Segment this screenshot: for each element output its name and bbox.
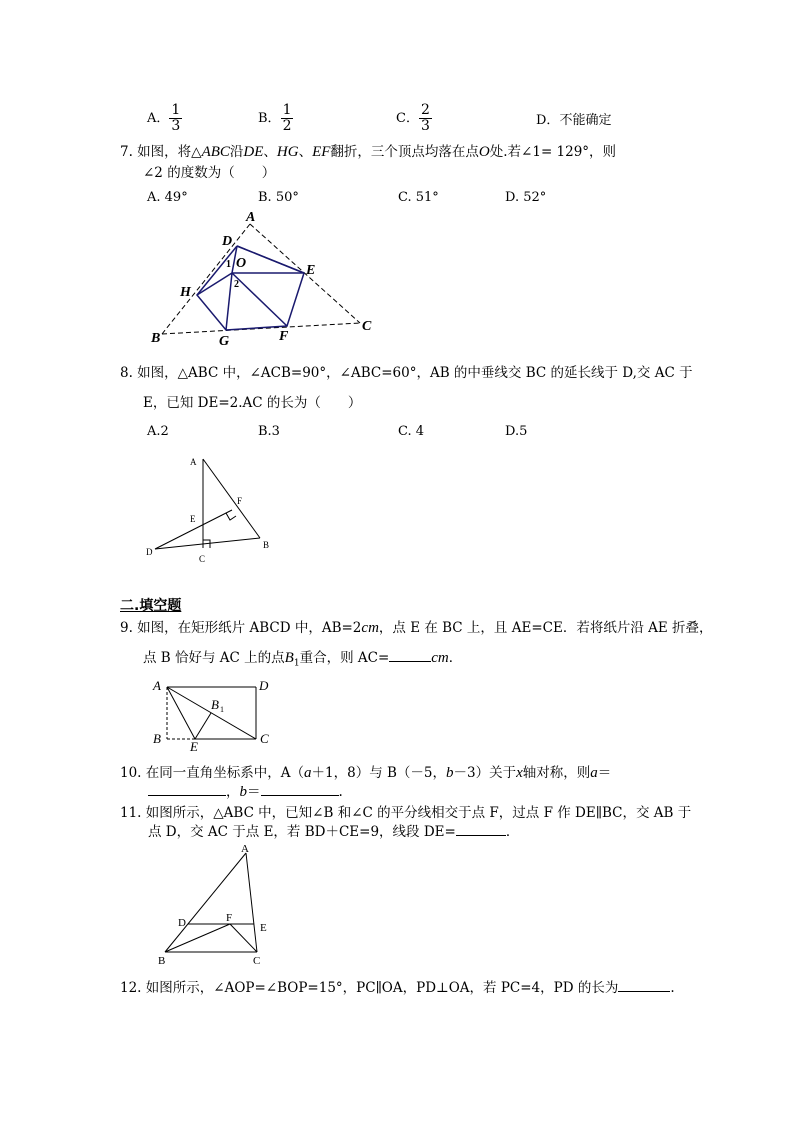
label-b: B: [158, 955, 166, 967]
denominator: 2: [282, 118, 292, 134]
option-label: C．: [396, 111, 419, 126]
fraction: [419, 103, 432, 134]
label-c: C: [362, 319, 372, 334]
label-c: C: [260, 731, 269, 746]
answer-blank-b[interactable]: [261, 783, 339, 796]
label-h: H: [180, 285, 191, 300]
text: 翻折，三个顶点均落在点: [330, 144, 479, 160]
line-de: [237, 246, 304, 273]
label-b1: B: [211, 697, 219, 712]
q8-option-b: B.3: [258, 424, 280, 439]
q6-option-a: [147, 103, 182, 134]
label-o: O: [236, 256, 247, 271]
italic-var: a: [590, 765, 598, 781]
bisector-cf: [230, 924, 257, 952]
section-title: 二.填空题: [120, 598, 182, 614]
text: 点 D，交 AC 于点 E，若 BD＋CE=9，线段 DE=: [148, 824, 456, 840]
italic-var: b: [239, 784, 247, 800]
q10-stem-line1: [120, 761, 611, 782]
line-of: [232, 273, 287, 326]
q7-option-a: A. 49°: [147, 190, 188, 205]
text: 、: [263, 144, 277, 160]
label-angle-1: 1: [226, 259, 231, 270]
text: .: [670, 980, 675, 996]
subscript: 1: [293, 658, 300, 669]
denominator: 3: [420, 118, 430, 134]
label-g: G: [219, 334, 230, 349]
text: 12. 如图所示，∠AOP=∠BOP=15°，PC∥OA，PD⊥OA，若 PC=4，PD 的长为: [120, 980, 619, 996]
label-b: B: [151, 331, 161, 346]
label-e: E: [190, 739, 198, 754]
label-d: D: [259, 678, 269, 693]
q6-option-b: [258, 103, 293, 134]
label-f: F: [226, 912, 233, 924]
unit: cm: [361, 620, 379, 636]
label-f: F: [237, 496, 243, 506]
text: 10. 在同一直角坐标系中，A（: [120, 765, 305, 781]
denominator: 3: [171, 118, 181, 134]
label-a: A: [246, 210, 256, 225]
answer-blank-a[interactable]: [148, 783, 226, 796]
text: 重合，则 AC=: [299, 650, 390, 666]
label-e: E: [190, 514, 196, 524]
text: ，: [226, 784, 240, 800]
numerator: 1: [282, 102, 292, 118]
text: 9. 如图，在矩形纸片 ABCD 中，AB=2: [120, 620, 362, 636]
q10-stem-line2: [148, 780, 343, 801]
q7-option-d: D. 52°: [505, 190, 547, 205]
side-ac: [246, 853, 257, 952]
q8-option-d: D.5: [505, 424, 528, 439]
q6-option-d: [536, 109, 611, 128]
answer-blank[interactable]: [389, 649, 431, 662]
italic-var: B: [284, 650, 294, 666]
q11-stem-line2: [148, 820, 519, 840]
numerator: 1: [171, 102, 181, 118]
italic-var: O: [478, 144, 490, 160]
text: 处.若∠1= 129°，则: [489, 144, 617, 160]
option-label: D．: [536, 113, 560, 128]
right-angle-f: [226, 513, 236, 520]
fraction: [169, 103, 182, 134]
line-og: [226, 273, 232, 330]
text: ．: [448, 650, 463, 666]
italic-var: EF: [312, 144, 331, 160]
q8-stem-line2: E，已知 DE=2.AC 的长为（ ）: [143, 395, 362, 411]
fraction: [281, 103, 294, 134]
label-e: E: [260, 922, 267, 934]
q7-stem-line2: ∠2 的度数为（ ）: [143, 165, 276, 181]
option-label: A．: [147, 111, 170, 126]
q8-stem-line1: 8. 如图，△ABC 中，∠ACB=90°，∠ABC=60°，AB 的中垂线交 BC 的延长线于 D,交 AC 于: [120, 365, 693, 381]
text: 轴对称，则: [522, 765, 591, 781]
answer-blank[interactable]: [618, 979, 670, 992]
q9-stem-line2: [143, 646, 462, 669]
italic-var: DE: [243, 144, 264, 160]
q8-figure: [140, 452, 280, 567]
q7-option-c: C. 51°: [398, 190, 439, 205]
text: ＝: [597, 765, 612, 781]
label-d: D: [222, 234, 233, 249]
italic-var: a: [304, 765, 312, 781]
q7-stem-line1: [120, 140, 616, 161]
label-b1-subscript: 1: [220, 705, 224, 714]
q12-stem-line1: [120, 976, 675, 996]
side-ab: [165, 853, 246, 952]
text: 7. 如图，将△: [120, 144, 202, 160]
option-label: B．: [258, 111, 281, 126]
text: ．: [505, 824, 520, 840]
italic-var: ABC: [201, 144, 230, 160]
text: －3）关于: [453, 765, 517, 781]
q8-option-c: C. 4: [398, 424, 425, 439]
numerator: 2: [420, 102, 430, 118]
q9-stem-line1: [120, 616, 713, 637]
italic-var: x: [516, 765, 523, 781]
text: ＝: [247, 784, 261, 800]
label-a: A: [153, 678, 161, 693]
line-eb1: [195, 713, 211, 739]
label-b: B: [153, 731, 161, 746]
text: 沿: [229, 144, 244, 160]
option-text: 不能确定: [559, 113, 612, 128]
label-d: D: [146, 547, 153, 557]
q7-figure: [140, 205, 390, 350]
edge-bc-dashed: [162, 323, 360, 334]
label-c: C: [253, 955, 261, 967]
text: ，点 E 在 BC 上，且 AE=CE．若将纸片沿 AE 折叠，: [378, 620, 713, 636]
diagonal-ac: [167, 687, 256, 739]
bisector-bf: [165, 924, 230, 952]
label-angle-2: 2: [234, 279, 239, 290]
label-f: F: [279, 329, 289, 344]
italic-var: HG: [276, 144, 299, 160]
q11-stem-line1: 11. 如图所示，△ABC 中，已知∠B 和∠C 的平分线相交于点 F，过点 F 作 DE∥BC，交 AB 于: [120, 805, 692, 821]
label-b: B: [263, 540, 270, 550]
label-a: A: [241, 843, 249, 855]
label-c: C: [199, 554, 206, 564]
text: .: [338, 784, 343, 800]
q7-option-b: B. 50°: [258, 190, 299, 205]
answer-blank[interactable]: [456, 823, 506, 836]
label-e: E: [306, 263, 316, 278]
text: 、: [298, 144, 313, 160]
q9-figure: [148, 674, 278, 754]
q11-figure: [150, 840, 280, 970]
unit: cm: [431, 650, 449, 666]
text: 点 B 恰好与 AC 上的点: [143, 650, 285, 666]
label-a: A: [190, 457, 197, 467]
q6-option-c: [396, 103, 432, 134]
label-d: D: [178, 917, 186, 929]
italic-var: b: [446, 765, 454, 781]
q8-option-a: A.2: [147, 424, 169, 439]
text: ＋1，8）与 B（－5，: [311, 765, 446, 781]
side-ab: [203, 459, 260, 538]
